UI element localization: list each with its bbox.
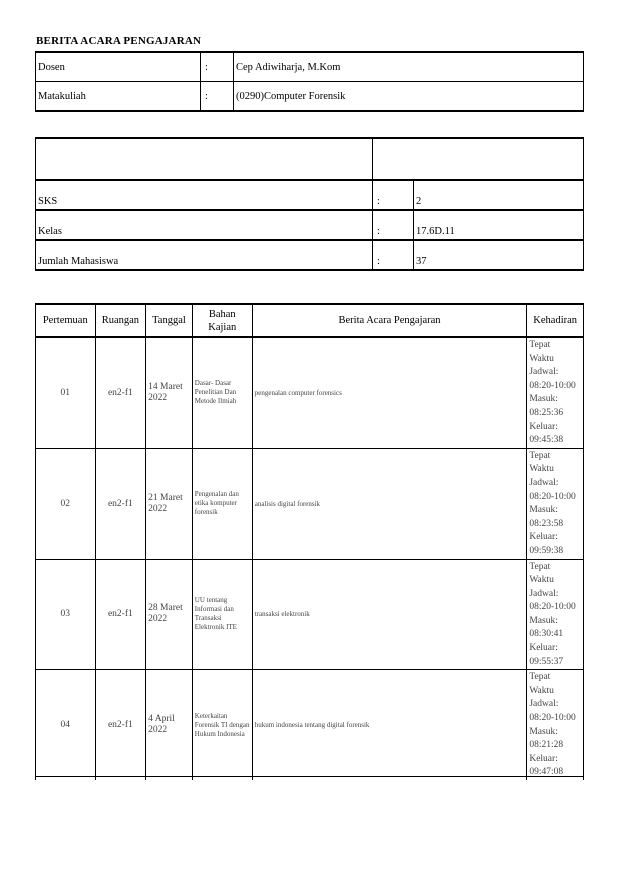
ruangan-cell: en2-f1 bbox=[95, 337, 146, 448]
kehadiran-line: Tepat bbox=[529, 450, 551, 461]
info-label: Kelas bbox=[36, 210, 373, 240]
kehadiran-line: Masuk: bbox=[529, 615, 558, 626]
blank-cell bbox=[36, 138, 373, 180]
kehadiran-cell bbox=[527, 337, 584, 448]
kehadiran-line: Tepat bbox=[529, 672, 551, 683]
kehadiran-line: 08:21:28 bbox=[529, 740, 564, 751]
bahan-cell: Dasar- Dasar Penelitian Dan Metode Ilmiah bbox=[192, 337, 252, 448]
info-value: 2 bbox=[414, 180, 584, 210]
info-row-matakuliah bbox=[36, 82, 584, 112]
kehadiran-line: 08:20-10:00 bbox=[529, 491, 576, 502]
kehadiran-line: Waktu bbox=[529, 575, 554, 586]
kehadiran-line: 08:23:58 bbox=[529, 518, 564, 529]
kehadiran-line: 08:30:41 bbox=[529, 629, 564, 640]
kehadiran-line: Keluar: bbox=[529, 643, 558, 654]
kehadiran-line: Waktu bbox=[529, 353, 554, 364]
kehadiran-line: Keluar: bbox=[529, 532, 558, 543]
info-label: SKS bbox=[36, 180, 373, 210]
table-bottom-divider bbox=[35, 776, 584, 777]
info-label: Dosen bbox=[36, 52, 201, 82]
kehadiran-line: Jadwal: bbox=[529, 477, 559, 488]
kehadiran-line: Waktu bbox=[529, 685, 554, 696]
kehadiran-cell bbox=[527, 559, 584, 670]
tanggal-cell: 14 Maret 2022 bbox=[146, 337, 193, 448]
info-row-sks bbox=[36, 180, 584, 210]
table-header-row bbox=[36, 304, 584, 337]
kehadiran-cell bbox=[527, 670, 584, 780]
table-row bbox=[36, 448, 584, 559]
kehadiran-line: Keluar: bbox=[529, 753, 558, 764]
kehadiran-line: 09:59:38 bbox=[529, 545, 564, 556]
table-row bbox=[36, 559, 584, 670]
info-separator: : bbox=[373, 210, 414, 240]
bahan-cell: Keterkaitan Forensik TI dengan Hukum Indonesia bbox=[192, 670, 252, 780]
kehadiran-line: 08:20-10:00 bbox=[529, 602, 576, 613]
info-separator: : bbox=[201, 52, 234, 82]
header-ruangan: Ruangan bbox=[95, 304, 146, 337]
pertemuan-cell: 02 bbox=[36, 448, 96, 559]
kehadiran-line: Jadwal: bbox=[529, 367, 559, 378]
kehadiran-line: Jadwal: bbox=[529, 588, 559, 599]
kehadiran-line: 09:55:37 bbox=[529, 656, 564, 667]
ruangan-cell: en2-f1 bbox=[95, 670, 146, 780]
blank-header-row bbox=[36, 138, 584, 180]
meetings-table bbox=[35, 303, 584, 780]
ruangan-cell: en2-f1 bbox=[95, 448, 146, 559]
berita-cell: analisis digital forensik bbox=[252, 448, 527, 559]
pertemuan-cell: 03 bbox=[36, 559, 96, 670]
info-value: 37 bbox=[414, 240, 584, 270]
bahan-cell: UU tentang Informasi dan Transaksi Elektronik ITE bbox=[192, 559, 252, 670]
bahan-cell: Pengenalan dan etika komputer forensik bbox=[192, 448, 252, 559]
info-separator: : bbox=[373, 240, 414, 270]
kehadiran-line: 08:25:36 bbox=[529, 407, 564, 418]
info-separator: : bbox=[201, 82, 234, 112]
info-row-kelas bbox=[36, 210, 584, 240]
info-label: Matakuliah bbox=[36, 82, 201, 112]
berita-cell: transaksi elektronik bbox=[252, 559, 527, 670]
kehadiran-line: 09:47:08 bbox=[529, 767, 564, 778]
header-tanggal: Tanggal bbox=[146, 304, 193, 337]
ruangan-cell: en2-f1 bbox=[95, 559, 146, 670]
header-bahan-kajian: Bahan Kajian bbox=[192, 304, 252, 337]
kehadiran-line: Masuk: bbox=[529, 505, 558, 516]
kehadiran-line: 09:45:38 bbox=[529, 435, 564, 446]
tanggal-cell: 4 April 2022 bbox=[146, 670, 193, 780]
kehadiran-line: Masuk: bbox=[529, 394, 558, 405]
kehadiran-line: Waktu bbox=[529, 464, 554, 475]
info-label: Jumlah Mahasiswa bbox=[36, 240, 373, 270]
kehadiran-line: 08:20-10:00 bbox=[529, 380, 576, 391]
header-kehadiran: Kehadiran bbox=[527, 304, 584, 337]
header-pertemuan: Pertemuan bbox=[36, 304, 96, 337]
berita-cell: hukum indonesia tentang digital forensik bbox=[252, 670, 527, 780]
info-separator: : bbox=[373, 180, 414, 210]
kehadiran-cell bbox=[527, 448, 584, 559]
tanggal-cell: 28 Maret 2022 bbox=[146, 559, 193, 670]
kehadiran-line: Tepat bbox=[529, 340, 551, 350]
kehadiran-line: 08:20-10:00 bbox=[529, 713, 576, 724]
blank-cell bbox=[373, 138, 584, 180]
kehadiran-line: Masuk: bbox=[529, 726, 558, 737]
kehadiran-line: Tepat bbox=[529, 561, 551, 572]
info-value: Cep Adiwiharja, M.Kom bbox=[234, 52, 584, 82]
table-row bbox=[36, 337, 584, 448]
pertemuan-cell: 01 bbox=[36, 337, 96, 448]
info-value: (0290)Computer Forensik bbox=[234, 82, 584, 112]
info-value: 17.6D.11 bbox=[414, 210, 584, 240]
table-row bbox=[36, 670, 584, 780]
document-title: BERITA ACARA PENGAJARAN bbox=[36, 35, 202, 47]
berita-cell: pengenalan computer forensics bbox=[252, 337, 527, 448]
info-row-jumlah-mahasiswa bbox=[36, 240, 584, 270]
kehadiran-line: Jadwal: bbox=[529, 699, 559, 710]
pertemuan-cell: 04 bbox=[36, 670, 96, 780]
header-berita-acara: Berita Acara Pengajaran bbox=[252, 304, 527, 337]
lecturer-info-table bbox=[35, 51, 584, 112]
class-info-table bbox=[35, 137, 584, 271]
info-row-dosen bbox=[36, 52, 584, 82]
kehadiran-line: Keluar: bbox=[529, 421, 558, 432]
tanggal-cell: 21 Maret 2022 bbox=[146, 448, 193, 559]
